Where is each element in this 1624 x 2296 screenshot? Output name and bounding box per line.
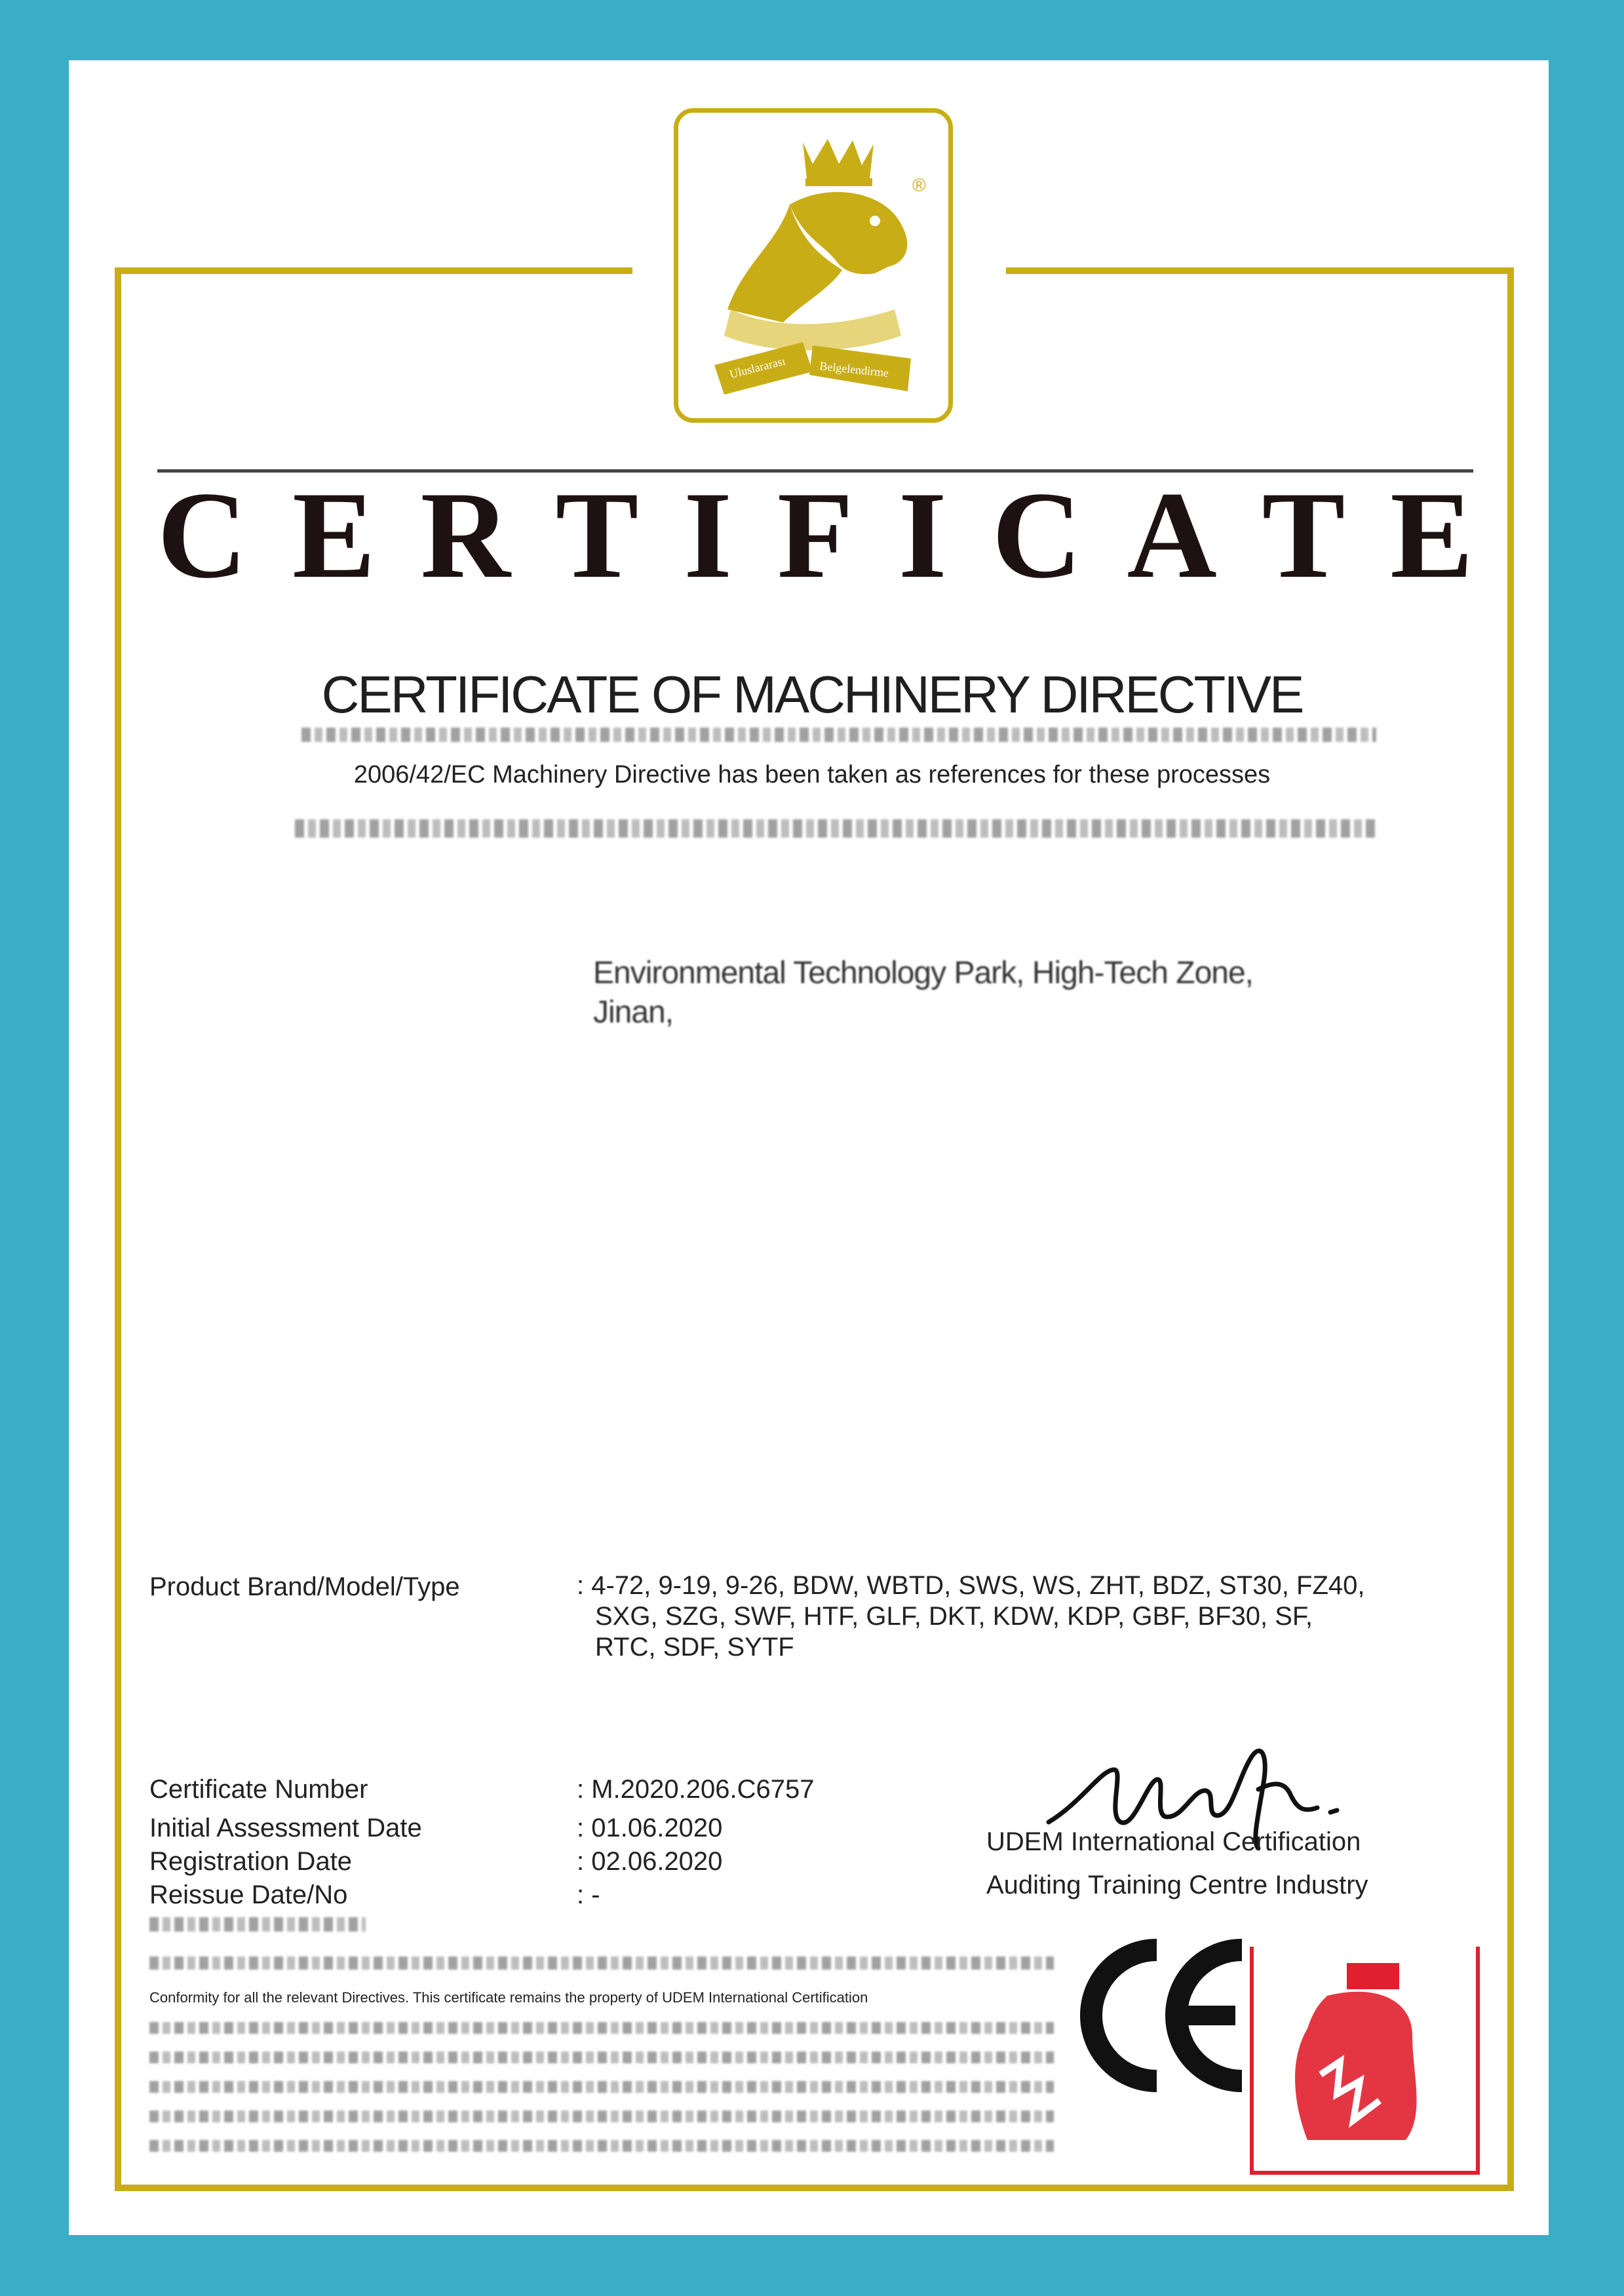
company-address: Environmental Technology Park, High-Tech Zone, Jinan, <box>593 956 1253 1030</box>
conformity-note: Conformity for all the relevant Directives. This certificate remains the property of UDEM International Certification <box>149 1989 868 2006</box>
red-lion-stamp <box>1248 1943 1484 2183</box>
product-value-line: : 4-72, 9-19, 9-26, BDW, WBTD, SWS, WS, ZHT, BDZ, ST30, FZ40, <box>577 1571 1365 1600</box>
title-letter: F <box>777 467 853 604</box>
blurred-note-line <box>149 2022 1054 2034</box>
blurred-field-line <box>149 1917 366 1932</box>
certificate-number-value: : M.2020.206.C6757 <box>577 1775 815 1804</box>
title-letter: R <box>420 467 511 604</box>
product-value <box>577 1570 1429 1663</box>
blurred-note-line <box>149 2140 1054 2152</box>
registration-date-label: Registration Date <box>149 1847 353 1876</box>
blurred-field-line <box>149 1956 1054 1970</box>
title-letter: A <box>1127 467 1217 604</box>
initial-assessment-label: Initial Assessment Date <box>149 1814 422 1842</box>
ce-mark-icon <box>1078 1930 1248 2104</box>
gold-frame-top-left <box>115 267 632 274</box>
registration-date-value: : 02.06.2020 <box>577 1847 723 1876</box>
product-value-line: SXG, SZG, SWF, HTF, GLF, DKT, KDW, KDP, GBF, BF30, SF, <box>595 1602 1313 1631</box>
ribbon-left-text: Uluslararası <box>728 354 787 381</box>
issuer-line-1: UDEM International Certification <box>986 1827 1361 1856</box>
reissue-date-value: : - <box>577 1880 600 1909</box>
reissue-date-label: Reissue Date/No <box>149 1880 348 1909</box>
blurred-note-line <box>149 2111 1054 2122</box>
blurred-text-line <box>301 728 1376 742</box>
certificate-number-label: Certificate Number <box>149 1775 368 1804</box>
lion-crown-emblem <box>678 113 948 418</box>
registered-mark: ® <box>912 175 926 195</box>
product-value-line: RTC, SDF, SYTF <box>595 1633 794 1662</box>
title-letter: C <box>992 467 1082 604</box>
blurred-company-line <box>295 819 1376 838</box>
gold-frame-top-right <box>1006 267 1514 274</box>
title-letter: T <box>555 467 639 604</box>
title-letter: T <box>1262 467 1345 604</box>
title-letter: I <box>898 467 947 604</box>
title-letter: E <box>292 467 376 604</box>
title-letter: E <box>1390 467 1473 604</box>
gold-frame-bottom <box>115 2185 1514 2191</box>
issuer-line-2: Auditing Training Centre Industry <box>986 1871 1368 1899</box>
blurred-note-line <box>149 2081 1054 2093</box>
directive-reference: 2006/42/EC Machinery Directive has been taken as references for these processes <box>353 761 1271 788</box>
certificate-title <box>157 467 1473 604</box>
certificate-subtitle: CERTIFICATE OF MACHINERY DIRECTIVE <box>321 665 1303 724</box>
gold-frame-left <box>115 267 121 2191</box>
blurred-note-line <box>149 2052 1054 2063</box>
udem-lion-logo <box>674 108 953 423</box>
ribbon-right-text: Belgelendirme <box>819 359 890 380</box>
title-letter: C <box>157 467 248 604</box>
gold-frame-right <box>1507 267 1514 2191</box>
initial-assessment-value: : 01.06.2020 <box>577 1814 723 1842</box>
title-letter: I <box>684 467 733 604</box>
product-label: Product Brand/Model/Type <box>149 1572 460 1601</box>
